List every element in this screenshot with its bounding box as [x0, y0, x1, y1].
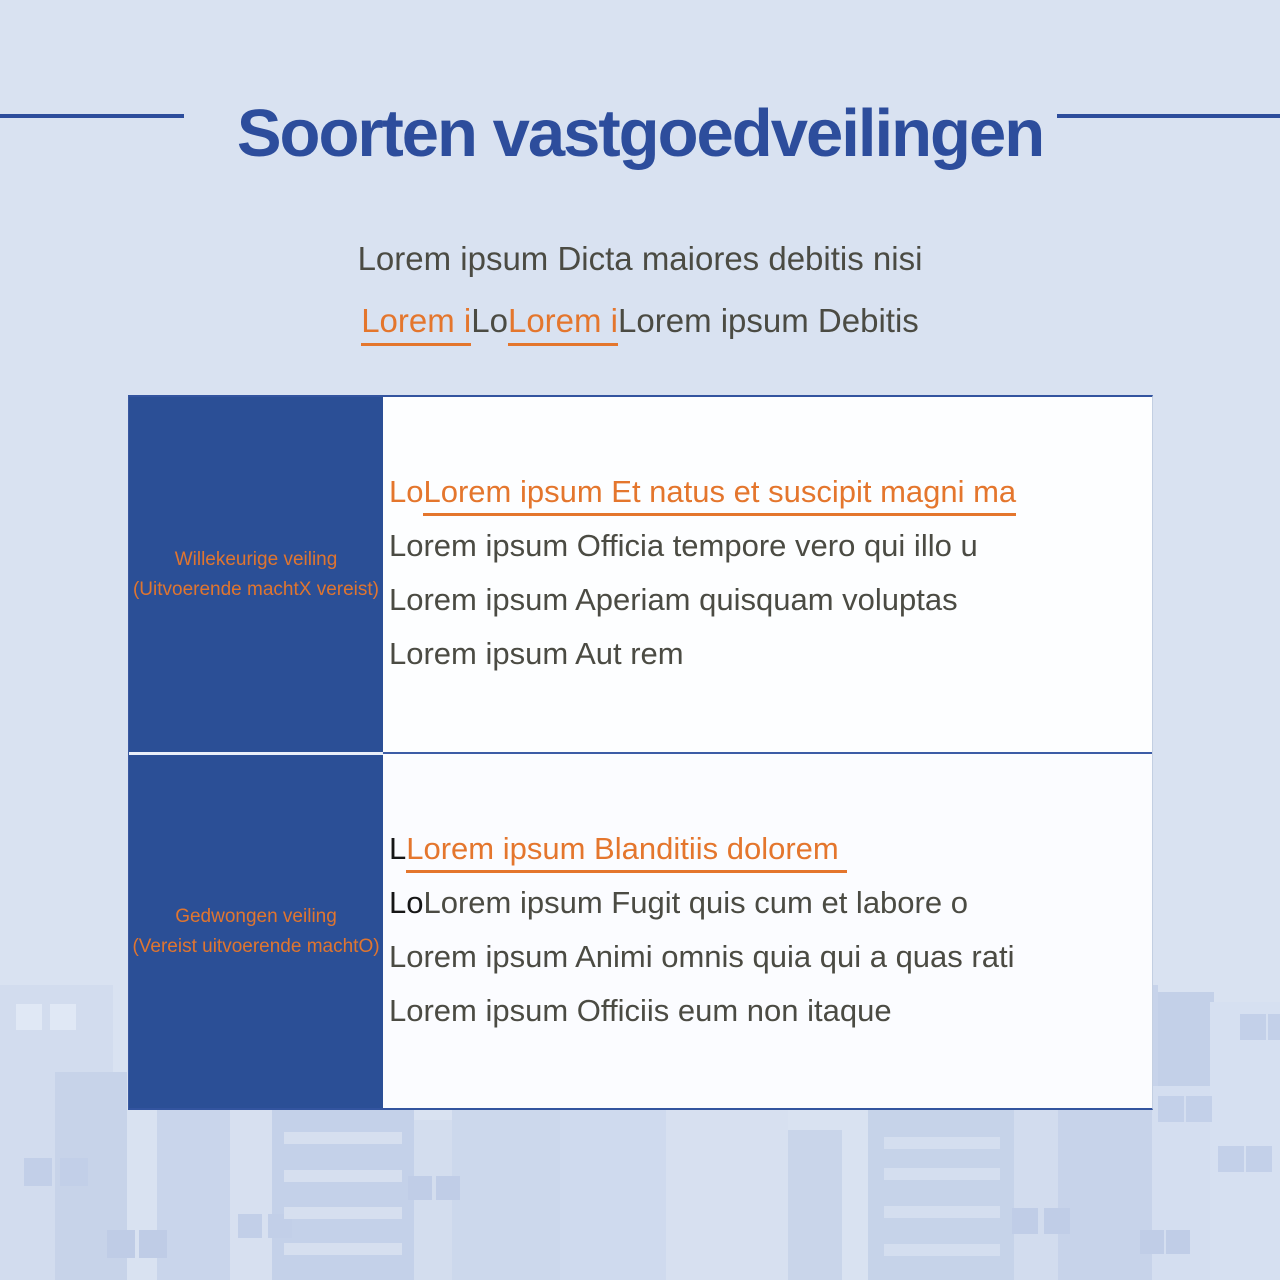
building-window [1140, 1230, 1164, 1254]
content-line [389, 519, 1152, 573]
page-title: Soorten vastgoedveilingen [236, 96, 1044, 171]
building-window-bar [284, 1207, 402, 1219]
building-window-bar [884, 1244, 1000, 1256]
building-window-bar [884, 1137, 1000, 1149]
building-window [1012, 1208, 1038, 1234]
building-silhouette [788, 1130, 842, 1280]
subtitle-line-1: Lorem ipsum Dicta maiores debitis nisi [357, 240, 923, 277]
subtitle-line-2 [0, 290, 1280, 352]
content-line [389, 930, 1152, 984]
subtitle [0, 228, 1280, 352]
content-text: Lo [389, 474, 424, 509]
building-window [1166, 1230, 1190, 1254]
table-row [129, 752, 1152, 1108]
content-text: Lorem ipsum Animi omnis quia qui a quas rati [389, 939, 1015, 974]
row-header-line: Gedwongen veiling [175, 905, 337, 927]
subtitle-rest-text: Lorem ipsum Debitis [618, 302, 919, 339]
content-line [389, 876, 1152, 930]
building-window [1186, 1096, 1212, 1122]
building-window-bar [284, 1170, 402, 1182]
building-window [436, 1176, 460, 1200]
building-window [16, 1004, 42, 1030]
table-row [129, 397, 1152, 752]
building-window-bar [884, 1206, 1000, 1218]
row-header-line: Willekeurige veiling [174, 548, 338, 570]
building-window [1268, 1014, 1280, 1040]
building-silhouette [1210, 1002, 1280, 1280]
content-line [389, 984, 1152, 1038]
building-window [107, 1230, 135, 1258]
row-header-line: (Vereist uitvoerende machtO) [132, 935, 380, 957]
auction-types-table [128, 395, 1153, 1110]
subtitle-link-2[interactable]: Lorem i [508, 301, 618, 346]
building-window-bar [284, 1132, 402, 1144]
content-line [389, 822, 1152, 876]
row-content-cell [383, 752, 1152, 1108]
content-line [389, 627, 1152, 681]
row-header-cell [129, 397, 383, 752]
row-header-cell [129, 752, 383, 1108]
content-text: Lorem ipsum Officiis eum non itaque [389, 993, 892, 1028]
building-window [238, 1214, 262, 1238]
content-text: Lorem ipsum Aut rem [389, 636, 684, 671]
content-text: L [389, 831, 407, 866]
row-content-cell [383, 397, 1152, 752]
building-window [50, 1004, 76, 1030]
building-window [1240, 1014, 1266, 1040]
building-window [1246, 1146, 1272, 1172]
content-link[interactable]: Lorem ipsum Et natus et suscipit magni ma [423, 473, 1016, 516]
building-silhouette [666, 1100, 788, 1280]
building-window-bar [284, 1243, 402, 1255]
building-window [60, 1158, 88, 1186]
building-window [1044, 1208, 1070, 1234]
building-window [1218, 1146, 1244, 1172]
content-text: Lorem ipsum Fugit quis cum et labore o [423, 885, 968, 920]
building-silhouette [414, 1120, 452, 1280]
building-window [24, 1158, 52, 1186]
content-text: Lorem ipsum Aperiam quisquam voluptas [389, 582, 958, 617]
row-header-line: (Uitvoerende machtX vereist) [132, 578, 380, 600]
content-text: Lorem ipsum Officia tempore vero qui illo u [389, 528, 978, 563]
building-window [408, 1176, 432, 1200]
building-window [139, 1230, 167, 1258]
building-window-bar [884, 1168, 1000, 1180]
content-line [389, 573, 1152, 627]
building-window [1158, 1096, 1184, 1122]
subtitle-mid-text: Lo [471, 302, 508, 339]
content-line [389, 465, 1152, 519]
content-link[interactable]: Lorem ipsum Blanditiis dolorem [406, 830, 847, 873]
subtitle-link-1[interactable]: Lorem i [361, 301, 471, 346]
content-text: Lo [389, 885, 424, 920]
